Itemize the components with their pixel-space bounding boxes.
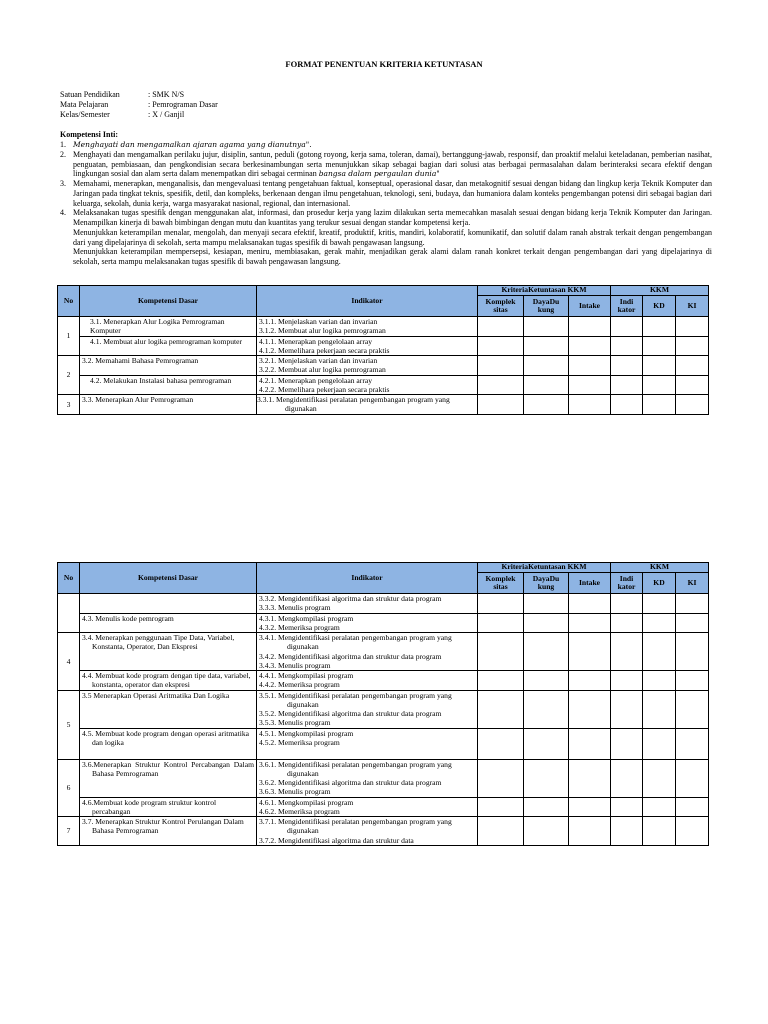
indikator-line: 4.5.1. Mengkompilasi program (259, 728, 354, 738)
header-kriteria: KriteriaKetuntasan KKM (478, 563, 611, 573)
indikator-cell (257, 633, 478, 671)
header-no: No (58, 563, 80, 594)
row-number: 2 (58, 356, 80, 395)
indikator-cell: 3.3.1. Mengidentifikasi peralatan pengembangan program yang digunakan (257, 395, 478, 415)
meta-value: : SMK N/S (148, 90, 185, 99)
meta-key: Mata Pelajaran (60, 100, 109, 109)
indikator-line: 3.2.1. Menjelaskan varian dan invarian (259, 356, 378, 365)
indikator-line: 4.1.2. Memelihara pekerjaan secara praktis (259, 345, 390, 355)
table-row (58, 336, 709, 356)
indikator-line: 3.7.1. Mengidentifikasi peralatan pengembangan program yang digunakan (259, 817, 452, 836)
kd-cell: 3.5 Menerapkan Operasi Aritmatika Dan Logika (80, 690, 257, 728)
kompetensi-inti (60, 130, 712, 267)
ki-text: Menghayati dan mengamalkan ajaran agama yang dianutnya". (73, 140, 312, 149)
ki-text: Memahami, menerapkan, menganalisis, dan mengevaluasi tentang pengetahuan faktual, konseptual, operasional dasar, dan metakognitif sesuai dengan bidang dan lingkup kerja Teknik Komputer dan Jaringan pada tingkat teknis, spesifik, detil, dan kompleks, berkenaan dengan ilmu pengetahuan, teknologi, seni, budaya, dan humaniora dalam konteks pengembangan potensi diri sebagai bagian dari keluarga, sekolah, dunia kerja, warga masyarakat nasional, regional, dan internasional. (73, 179, 712, 208)
row-number: 5 (58, 690, 80, 759)
ki-item-3 (60, 179, 712, 208)
header-indikator-short: Indi kator (611, 296, 643, 317)
meta-row-satuan (60, 90, 218, 100)
meta-key: Kelas/Semester (60, 110, 110, 119)
indikator-line: 4.6.1. Mengkompilasi program (259, 797, 354, 807)
table-row (58, 613, 709, 633)
indikator-line: 4.3.1. Mengkompilasi program (259, 613, 354, 623)
indikator-line: 3.5.2. Mengidentifikasi algoritma dan struktur data program (259, 709, 442, 718)
kd-cell: 4.2. Melakukan Instalasi bahasa pemrograman (80, 375, 257, 395)
table-row (58, 395, 709, 415)
ki-item-2 (60, 150, 712, 179)
indikator-cell (257, 817, 478, 846)
kd-cell: 3.4. Menerapkan penggunaan Tipe Data, Variabel, Konstanta, Operator, Dan Ekspresi (80, 633, 257, 671)
indikator-cell (257, 759, 478, 797)
table-row (58, 317, 709, 337)
header-daya-dukung: DayaDu kung (524, 296, 569, 317)
meta-value: : X / Ganjil (148, 110, 185, 119)
meta-key: Satuan Pendidikan (60, 90, 120, 99)
header-no: No (58, 286, 80, 317)
indikator-cell (257, 356, 478, 376)
kd-cell: 3.6.Menerapkan Struktur Kontrol Percabangan Dalam Bahasa Pemrograman (80, 759, 257, 797)
indikator-line: 4.6.2. Memeriksa program (259, 806, 340, 816)
meta-row-kelas (60, 110, 218, 120)
row-number: 3 (58, 395, 80, 415)
ki-number: 4. (60, 208, 66, 218)
indikator-cell (257, 797, 478, 817)
indikator-line: 3.7.2. Mengidentifikasi algoritma dan struktur data (259, 835, 414, 845)
indikator-line: 4.2.2. Memelihara pekerjaan secara praktis (259, 384, 390, 394)
indikator-cell (257, 336, 478, 356)
header-kkm: KKM (611, 563, 709, 573)
row-number: 6 (58, 759, 80, 817)
indikator-line: 4.1.1. Menerapkan pengelolaan array (259, 336, 373, 346)
indikator-line: 3.5.1. Mengidentifikasi peralatan pengembangan program yang digunakan (259, 690, 452, 709)
indikator-line: 3.4.3. Menulis program (259, 660, 331, 670)
row-number: 4 (58, 633, 80, 691)
table-row (58, 759, 709, 797)
indikator-line: 3.6.1. Mengidentifikasi peralatan pengembangan program yang digunakan (259, 759, 452, 778)
indikator-line: 4.3.2. Memeriksa program (259, 622, 340, 632)
header-intake: Intake (569, 296, 611, 317)
kd-cell: 4.1. Membuat alur logika pemrograman komputer (80, 336, 257, 356)
kd-cell: 3.1. Menerapkan Alur Logika Pemrograman Komputer (80, 317, 257, 337)
header-ki: KI (676, 573, 709, 594)
indikator-cell (257, 613, 478, 633)
kd-cell: 3.7. Menerapkan Struktur Kontrol Perulangan Dalam Bahasa Pemrograman (80, 817, 257, 846)
ki-item-1 (60, 140, 712, 150)
indikator-line: 4.2.1. Menerapkan pengelolaan array (259, 375, 373, 385)
table-row (58, 671, 709, 691)
table-row (58, 375, 709, 395)
ki-text: Melaksanakan tugas spesifik dengan menggunakan alat, informasi, dan prosedur kerja yang lazim dilakukan serta memecahkan masalah sesuai dengan bidang kerja Teknik Komputer dan Jaringan. Menampilkan kinerja di bawah bimbingan dengan mutu dan kuantitas yang terukur sesuai dengan standar kompetensi kerja. (73, 208, 712, 227)
ki-number: 3. (60, 179, 66, 188)
kd-cell: 3.2. Memahami Bahasa Pemrograman (80, 356, 257, 376)
kkm-table-1 (57, 285, 709, 415)
ki-paragraph: Menunjukkan keterampilan mempersepsi, kesiapan, meniru, membiasakan, gerak mahir, menjadikan gerak alami dalam ranah konkret terkait dengan pengembangan dari yang dipelajarinya di sekolah, serta mampu melaksanakan tugas spesifik di bawah pengawasan langsung. (73, 247, 712, 266)
indikator-cell (257, 671, 478, 691)
ki-number: 2. (60, 149, 66, 159)
ki-paragraph: Menunjukkan keterampilan menalar, mengolah, dan menyaji secara efektif, kreatif, produktif, kritis, mandiri, kolaboratif, komunikatif, dan solutif dalam ranah abstrak terkait dengan pengembangan dari yang dipelajarinya di sekolah, serta mampu melaksanakan tugas spesifik di bawah pengawasan langsung. (73, 227, 712, 247)
indikator-line: 3.3.2. Mengidentifikasi algoritma dan struktur data program (259, 594, 442, 603)
indikator-line: 3.1.1. Menjelaskan varian dan invarian (259, 317, 378, 326)
header-kompetensi-dasar: Kompetensi Dasar (80, 563, 257, 594)
header-kd: KD (643, 573, 676, 594)
table-row (58, 728, 709, 759)
header-daya-dukung: DayaDu kung (524, 573, 569, 594)
kd-cell: 4.6.Membuat kode program struktur kontrol percabangan (80, 797, 257, 817)
indikator-line: 3.3.3. Menulis program (259, 603, 331, 613)
kd-cell (80, 594, 257, 614)
identity-block (60, 90, 218, 120)
header-kriteria: KriteriaKetuntasan KKM (478, 286, 611, 296)
table-row (58, 797, 709, 817)
indikator-line: 4.4.2. Memeriksa program (259, 680, 340, 690)
indikator-line: 3.6.2. Mengidentifikasi algoritma dan struktur data program (259, 778, 442, 787)
ki-heading: Kompetensi Inti: (60, 130, 118, 139)
indikator-cell (257, 375, 478, 395)
kd-cell: 4.3. Menulis kode pemrogram (80, 613, 257, 633)
indikator-line: 3.4.2. Mengidentifikasi algoritma dan struktur data program (259, 651, 442, 661)
kd-cell: 4.4. Membuat kode program dengan tipe data, variabel, konstanta, operator dan ekspresi (80, 671, 257, 691)
table-row (58, 690, 709, 728)
header-kompleksitas: Komplek sitas (478, 296, 524, 317)
header-kompetensi-dasar: Kompetensi Dasar (80, 286, 257, 317)
row-number (58, 594, 80, 633)
meta-row-mapel (60, 100, 218, 110)
indikator-line: 4.5.2. Memeriksa program (259, 737, 340, 747)
indikator-line: 4.4.1. Mengkompilasi program (259, 671, 354, 680)
document-title: FORMAT PENENTUAN KRITERIA KETUNTASAN (285, 59, 483, 69)
kd-cell: 3.3. Menerapkan Alur Pemrograman (80, 395, 257, 415)
indikator-line: 3.4.1. Mengidentifikasi peralatan pengembangan program yang digunakan (259, 633, 452, 652)
header-kompleksitas: Komplek sitas (478, 573, 524, 594)
ki-text: Menghayati dan mengamalkan perilaku jujur, disiplin, santun, peduli (gotong royong, kerja sama, toleran, damai), bertanggung-jawab, responsif, dan proaktif melalui keteladanan, pemberian nasihat, penguatan, pembiasaan, dan pengkondisian secara berkesinambungan serta menunjukkan sikap sebagai bagian dari solusi atas berbagai permasalahan dalam berinteraksi secara efektif dengan lingkungan sosial dan alam serta dalam menempatkan diri sebagai cerminan (73, 149, 712, 179)
header-kd: KD (643, 296, 676, 317)
table-row (58, 594, 709, 614)
indikator-cell (257, 317, 478, 337)
header-kkm: KKM (611, 286, 709, 296)
indikator-line: 3.2.2. Membuat alur logika pemrograman (259, 365, 386, 375)
ki-text-wrap (73, 150, 712, 179)
kkm-table-2 (57, 562, 709, 846)
table-row (58, 817, 709, 846)
header-ki: KI (676, 296, 709, 317)
indikator-cell (257, 728, 478, 759)
indikator-line: 3.1.2. Membuat alur logika pemrograman (259, 326, 386, 336)
row-number: 7 (58, 817, 80, 846)
table-row (58, 633, 709, 671)
ki-item-4 (60, 208, 712, 228)
ki-number: 1. (60, 140, 66, 149)
indikator-line: 3.5.3. Menulis program (259, 718, 331, 728)
row-number: 1 (58, 317, 80, 356)
header-indikator-short: Indi kator (611, 573, 643, 594)
header-indikator: Indikator (257, 563, 478, 594)
indikator-line: 3.6.3. Menulis program (259, 787, 331, 797)
header-intake: Intake (569, 573, 611, 594)
indikator-cell (257, 690, 478, 728)
meta-value: : Pemrograman Dasar (148, 100, 218, 109)
indikator-cell (257, 594, 478, 614)
ki-text-script: bangsa dalam pergaulan dunia" (318, 169, 440, 179)
header-indikator: Indikator (257, 286, 478, 317)
kd-cell: 4.5. Membuat kode program dengan operasi aritmatika dan logika (80, 728, 257, 759)
table-row (58, 356, 709, 376)
